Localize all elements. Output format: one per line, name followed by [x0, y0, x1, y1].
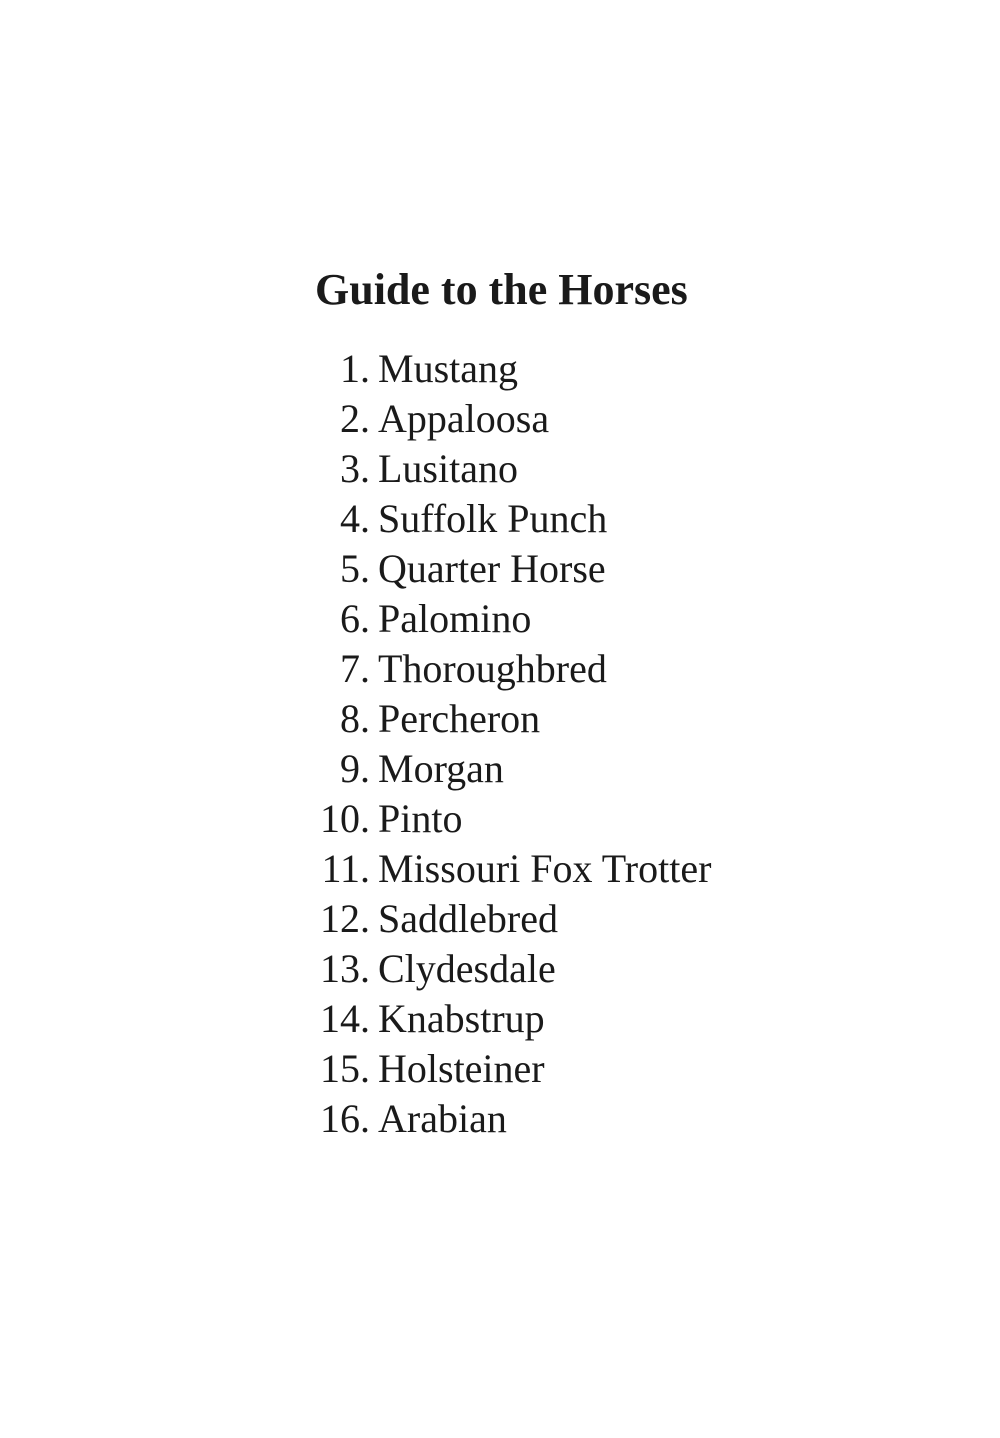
list-item — [312, 944, 711, 994]
list-item-number: 15. — [320, 1046, 370, 1091]
page-title: Guide to the Horses — [315, 265, 688, 314]
list-item-name: Percheron — [378, 696, 541, 741]
list-item — [312, 844, 711, 894]
list-item-name: Appaloosa — [378, 396, 550, 441]
list-item — [312, 594, 711, 644]
list-item-name: Lusitano — [378, 446, 518, 491]
list-item-name: Holsteiner — [378, 1046, 545, 1091]
horse-list — [312, 344, 711, 1144]
list-item-name: Thoroughbred — [378, 646, 607, 691]
list-item — [312, 644, 711, 694]
list-item — [312, 1044, 711, 1094]
list-item-name: Pinto — [378, 796, 463, 841]
list-item-number: 6. — [340, 596, 370, 641]
list-item — [312, 1094, 711, 1144]
list-item-name: Suffolk Punch — [378, 496, 608, 541]
list-item — [312, 694, 711, 744]
list-item-number: 3. — [340, 446, 370, 491]
list-item-number: 13. — [320, 946, 370, 991]
list-item — [312, 744, 711, 794]
list-item — [312, 444, 711, 494]
list-item-name: Mustang — [378, 346, 518, 391]
list-item-name: Morgan — [378, 746, 504, 791]
list-item-name: Palomino — [378, 596, 532, 641]
list-item-number: 11. — [321, 846, 370, 891]
list-item-number: 1. — [340, 346, 370, 391]
list-item-number: 7. — [340, 646, 370, 691]
list-item — [312, 894, 711, 944]
list-item — [312, 794, 711, 844]
list-item-number: 14. — [320, 996, 370, 1041]
list-item-name: Saddlebred — [378, 896, 558, 941]
list-item — [312, 544, 711, 594]
list-item-name: Knabstrup — [378, 996, 545, 1041]
list-item-number: 10. — [320, 796, 370, 841]
list-item — [312, 994, 711, 1044]
list-item — [312, 394, 711, 444]
list-item-number: 4. — [340, 496, 370, 541]
list-item-number: 5. — [340, 546, 370, 591]
list-item — [312, 494, 711, 544]
list-item-number: 2. — [340, 396, 370, 441]
list-item-number: 16. — [320, 1096, 370, 1141]
list-item-number: 8. — [340, 696, 370, 741]
list-item-number: 9. — [340, 746, 370, 791]
list-item-name: Quarter Horse — [378, 546, 606, 591]
list-item-name: Clydesdale — [378, 946, 556, 991]
list-item-name: Missouri Fox Trotter — [378, 846, 712, 891]
list-item-name: Arabian — [378, 1096, 507, 1141]
list-item-number: 12. — [320, 896, 370, 941]
list-item — [312, 344, 711, 394]
